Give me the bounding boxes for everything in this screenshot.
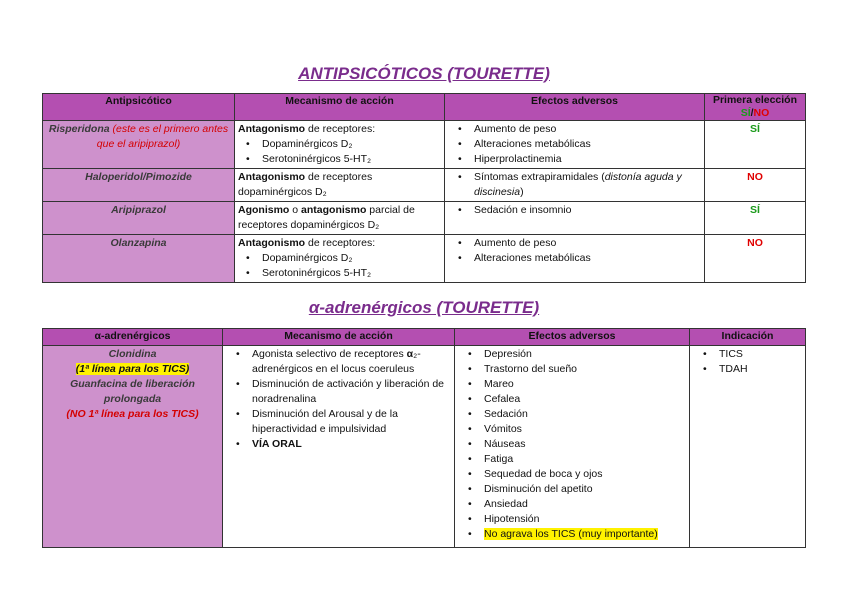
mechanism-bold: Antagonismo [238,123,306,135]
effect-item: • Hiperprolactinemia [474,152,701,167]
effect-item: • Sequedad de boca y ojos [484,467,686,482]
drug-risperidona [43,121,235,169]
mechanism-item: • Serotoninérgicos 5-HT₂ [262,152,441,167]
table-row-risperidona [43,121,806,169]
mechanism-item: • Dopaminérgicos D₂ [262,251,441,266]
mechanism-item: • Disminución de activación y liberación de noradrenalina [252,377,451,407]
drug-guanfacina-note: (NO 1ª línea para los TICS) [66,408,199,420]
effects-cell [445,235,705,283]
header-indicacion: Indicación [690,329,806,346]
header-sep: / [750,107,754,119]
effect-item: • Aumento de peso [474,122,701,137]
effect-item: • Sedación e insomnio [474,203,701,218]
drug-guanfacina: Guanfacina de liberación prolongada [70,378,195,405]
drug-name: Olanzapina [110,237,167,249]
drug-olanzapina [43,235,235,283]
mechanism-cell [223,346,455,548]
mechanism-cell: Agonismo o antagonismo parcial de receptores dopaminérgicos D₂ [235,202,445,235]
table-header-row [43,94,806,121]
effect-item: • Síntomas extrapiramidales (distonía aguda y discinesia) [474,170,701,200]
drugs-cell [43,346,223,548]
effects-cell [445,121,705,169]
effect-item: • Ansiedad [484,497,686,512]
drug-aripiprazol [43,202,235,235]
choice-cell [705,202,806,235]
title-alfa-adrenergicos: α-adrenérgicos (TOURETTE) [308,298,540,317]
mechanism-cell [235,235,445,283]
effect-item: • Náuseas [484,437,686,452]
drug-clonidina: Clonidina [108,348,157,360]
header-mecanismo: Mecanismo de acción [223,329,455,346]
drug-clonidina-note: (1ª línea para los TICS) [75,363,190,375]
header-efectos: Efectos adversos [445,94,705,121]
table-row-alfa [43,346,806,548]
mechanism-text: de receptores: [305,237,376,249]
header-si: SÍ [740,107,751,119]
indication-item: • TICS [719,347,802,362]
mechanism-item: • Agonista selectivo de receptores α₂-adrenérgicos en el locus coeruleus [252,347,451,377]
table-alfa-adrenergicos [42,328,806,548]
effect-item: • Hipotensión [484,512,686,527]
table-row-aripiprazol [43,202,806,235]
title-antipsicoticos: ANTIPSICÓTICOS (TOURETTE) [298,64,550,83]
effect-item: • Fatiga [484,452,686,467]
header-efectos: Efectos adversos [455,329,690,346]
drug-name: Haloperidol/Pimozide [85,171,192,183]
header-primera-eleccion-label: Primera elección [712,94,798,106]
mechanism-item: • Serotoninérgicos 5-HT₂ [262,266,441,281]
table-row-olanzapina [43,235,806,283]
table-antipsicoticos [42,93,806,283]
mechanism-cell [235,169,445,202]
choice-cell [705,169,806,202]
effect-item: • Disminución del apetito [484,482,686,497]
header-no: NO [753,107,770,119]
drug-note: (este es el primero antes que el aripiprazol) [96,123,229,150]
indication-cell [690,346,806,548]
drug-name: Aripiprazol [111,204,166,216]
header-alfa: α-adrenérgicos [43,329,223,346]
mechanism-cell [235,121,445,169]
choice-cell [705,121,806,169]
choice-value: SÍ [750,123,760,135]
mechanism-item: • Dopaminérgicos D₂ [262,137,441,152]
effect-item: • Trastorno del sueño [484,362,686,377]
header-mecanismo: Mecanismo de acción [235,94,445,121]
effect-item: • Alteraciones metabólicas [474,137,701,152]
choice-cell [705,235,806,283]
choice-value: NO [747,171,763,183]
header-primera-eleccion [705,94,806,121]
table-header-row [43,329,806,346]
effect-item: • Mareo [484,377,686,392]
indication-item: • TDAH [719,362,802,377]
effect-item [484,527,686,542]
table-row-haloperidol [43,169,806,202]
effect-item: • Aumento de peso [474,236,701,251]
header-antipsicotico: Antipsicótico [43,94,235,121]
effect-item: • Sedación [484,407,686,422]
choice-value: NO [747,237,763,249]
choice-value: SÍ [750,204,760,216]
mechanism-item: • Disminución del Arousal y de la hiperactividad e impulsividad [252,407,451,437]
effects-cell [455,346,690,548]
mechanism-text: de receptores dopaminérgicos D₂ [238,171,373,198]
mechanism-text: de receptores: [305,123,376,135]
effect-item: • Cefalea [484,392,686,407]
mechanism-bold: Antagonismo [238,171,306,183]
effect-item: • Depresión [484,347,686,362]
mechanism-bold: Antagonismo [238,237,306,249]
effects-cell [445,202,705,235]
mechanism-item: • VÍA ORAL [252,437,451,452]
drug-haloperidol [43,169,235,202]
effect-item: • Alteraciones metabólicas [474,251,701,266]
effects-cell [445,169,705,202]
drug-name: Risperidona [48,123,110,135]
effect-highlight: No agrava los TICS (muy importante) [484,528,658,540]
effect-item: • Vómitos [484,422,686,437]
